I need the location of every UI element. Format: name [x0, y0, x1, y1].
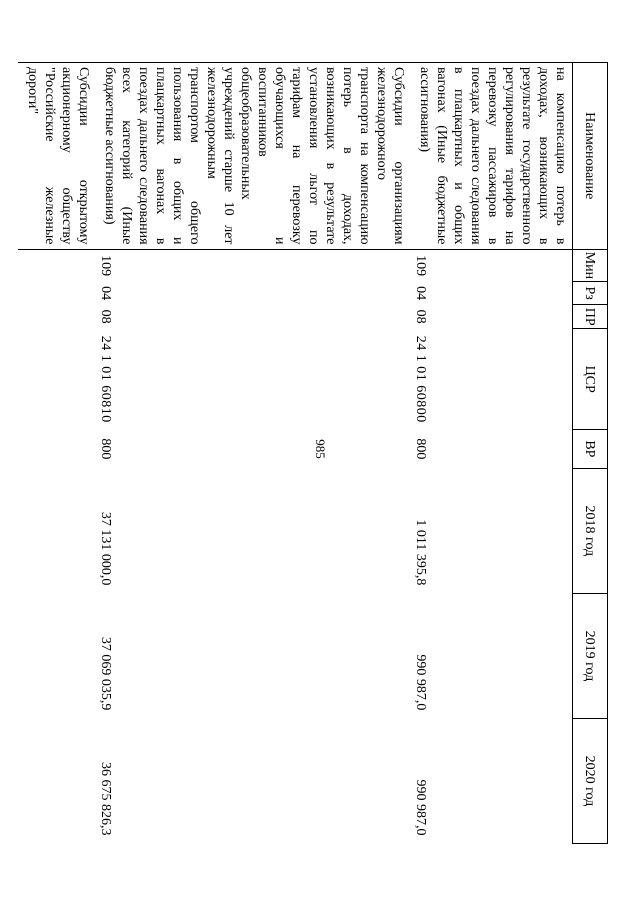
row-csr: 24 1 01 60810: [98, 335, 113, 423]
row-rz: 04: [98, 286, 113, 301]
row-2018: 37 131 000,0: [98, 511, 113, 586]
row-2019: 990 987,0: [413, 654, 428, 711]
row-rz: 04: [413, 286, 428, 301]
row-2018: [18, 468, 95, 593]
header-vr: ВР: [573, 429, 608, 468]
table-row: [95, 63, 410, 844]
row-vr: 800: [98, 438, 113, 460]
row-min: 109: [98, 255, 113, 277]
header-min: Мин: [573, 249, 608, 282]
row-2020: [18, 718, 95, 843]
header-2019: 2019 год: [573, 593, 608, 718]
header-rz: Рз: [573, 282, 608, 305]
page-number: 985: [313, 439, 328, 459]
row-2019: 37 069 035,9: [98, 636, 113, 711]
header-name: Наименование: [573, 63, 608, 250]
row-name: Субсидии организациям железнодорожного транспорта на компенсацию потерь в доходах, возникающих в результате установления льгот по тарифам на перевозку обучающихся и воспитанников общеобразовательных учреждений старше 10 лет железнодорожным транспортом общего пользования в общих и плацкартных вагонах в поездах дальнего следования всех категорий (Иные бюджетные ассигнования): [95, 63, 410, 250]
header-2018: 2018 год: [573, 468, 608, 593]
table-row: [18, 63, 95, 844]
row-2018: 1 011 395,8: [413, 519, 428, 586]
row-2020: 36 675 826,3: [98, 762, 113, 836]
row-min: 109: [413, 255, 428, 277]
header-csr: ЦСР: [573, 329, 608, 429]
budget-table-page: [25, 62, 608, 844]
row-2020: 990 987,0: [413, 779, 428, 836]
budget-table: [18, 62, 608, 844]
row-csr: 24 1 01 60800: [413, 335, 428, 423]
row-pr: [18, 304, 95, 329]
row-vr: [18, 429, 95, 468]
row-vr: 800: [413, 438, 428, 460]
table-header-row: [573, 63, 608, 844]
header-pr: ПР: [573, 304, 608, 329]
table-row: [410, 63, 573, 844]
row-pr: 08: [413, 309, 428, 324]
row-csr: [18, 329, 95, 429]
row-2019: [18, 593, 95, 718]
row-pr: 08: [98, 309, 113, 324]
row-name: Субсидии открытому акционерному обществу "Российские железные дороги": [18, 63, 95, 250]
row-min: [18, 249, 95, 282]
row-rz: [18, 282, 95, 305]
header-2020: 2020 год: [573, 718, 608, 843]
row-name: на компенсацию потерь в доходах, возникающих в результате государственного регулирования тарифов на перевозку пассажиров в поездах дальнего следования в плацкартных и общих вагонах (Иные бюджетные ассигнования): [410, 63, 573, 250]
